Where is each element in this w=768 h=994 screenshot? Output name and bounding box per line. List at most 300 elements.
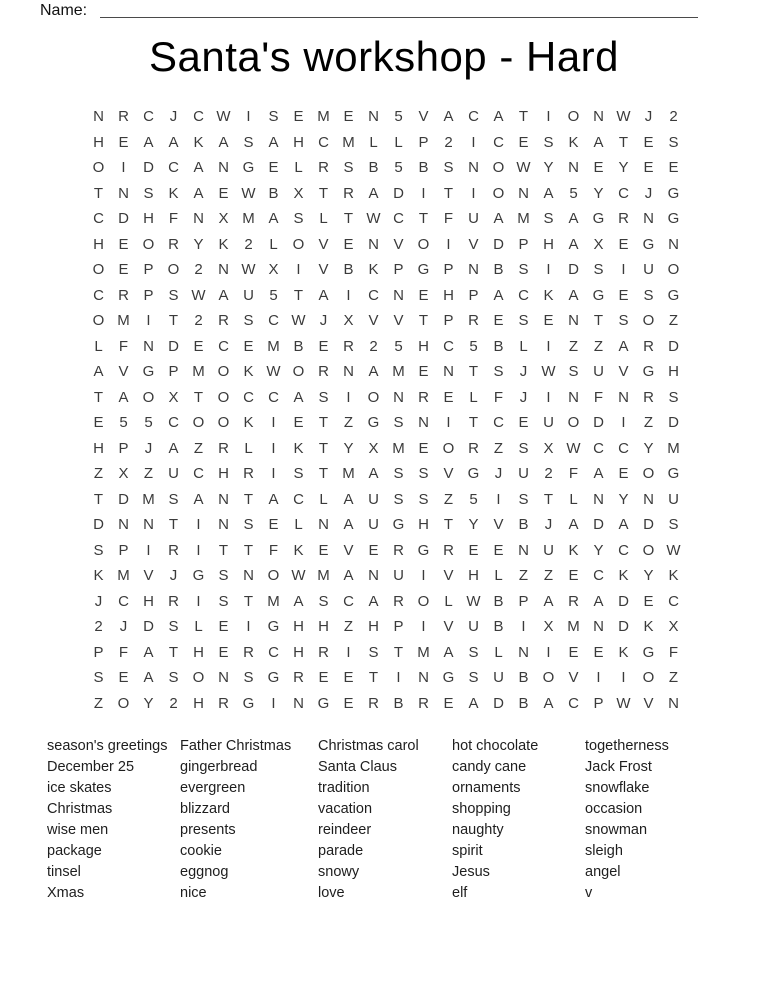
word-list-item: ornaments	[452, 780, 521, 796]
grid-cell: I	[621, 261, 626, 279]
grid-cell: S	[518, 261, 529, 279]
grid-cell: F	[668, 643, 679, 661]
grid-cell: X	[118, 465, 129, 483]
grid-cell: N	[243, 567, 254, 585]
grid-cell: O	[292, 235, 305, 253]
grid-cell: C	[193, 108, 204, 126]
grid-cell: 5	[144, 414, 153, 432]
word-search-grid	[86, 104, 686, 716]
grid-cell: S	[368, 643, 379, 661]
grid-cell: V	[443, 618, 454, 636]
word-list-item: Xmas	[47, 885, 85, 901]
grid-cell: E	[93, 414, 104, 432]
grid-cell: R	[318, 643, 329, 661]
grid-cell: K	[618, 567, 629, 585]
grid-cell: B	[393, 694, 404, 712]
grid-cell: H	[368, 618, 379, 636]
grid-cell: V	[368, 312, 379, 330]
grid-cell: L	[244, 439, 253, 457]
grid-cell: N	[143, 337, 154, 355]
grid-cell: T	[443, 184, 454, 202]
grid-cell: K	[168, 184, 179, 202]
grid-cell: H	[543, 235, 554, 253]
grid-cell: A	[293, 592, 304, 610]
grid-cell: W	[266, 363, 281, 381]
word-list-item: candy cane	[452, 759, 527, 775]
grid-cell: G	[317, 694, 330, 712]
grid-cell: E	[118, 235, 129, 253]
grid-cell: R	[343, 337, 354, 355]
grid-cell: A	[543, 592, 554, 610]
grid-cell: C	[618, 541, 629, 559]
grid-cell: C	[243, 388, 254, 406]
grid-cell: V	[318, 261, 329, 279]
grid-cell: K	[568, 133, 579, 151]
grid-cell: W	[191, 286, 206, 304]
grid-cell: S	[468, 669, 479, 687]
grid-cell: T	[443, 516, 454, 534]
word-list	[47, 736, 721, 904]
grid-cell: S	[668, 516, 679, 534]
grid-cell: J	[519, 388, 528, 406]
word-list-item: vacation	[318, 801, 373, 817]
word-list-item: spirit	[452, 843, 483, 859]
grid-cell: S	[168, 618, 179, 636]
grid-cell: B	[518, 669, 529, 687]
word-list-item: package	[47, 843, 102, 859]
grid-cell: X	[668, 618, 679, 636]
grid-cell: F	[593, 388, 604, 406]
grid-cell: S	[393, 490, 404, 508]
grid-cell: 5	[394, 108, 403, 126]
grid-cell: N	[568, 159, 579, 177]
grid-cell: F	[168, 210, 179, 228]
grid-cell: N	[468, 159, 479, 177]
grid-cell: L	[569, 490, 578, 508]
grid-cell: J	[319, 312, 328, 330]
grid-cell: S	[168, 490, 179, 508]
grid-cell: N	[368, 235, 379, 253]
grid-cell: T	[93, 184, 104, 202]
grid-cell: A	[93, 363, 104, 381]
grid-cell: Z	[443, 490, 454, 508]
grid-cell: H	[418, 337, 429, 355]
grid-cell: Z	[593, 337, 604, 355]
word-list-item: elf	[452, 885, 468, 901]
grid-cell: A	[318, 286, 329, 304]
grid-cell: C	[568, 694, 579, 712]
grid-cell: M	[342, 465, 355, 483]
grid-cell: O	[292, 363, 305, 381]
grid-cell: S	[218, 592, 229, 610]
word-list-item: parade	[318, 843, 364, 859]
grid-cell: X	[268, 261, 279, 279]
grid-cell: 5	[569, 184, 578, 202]
grid-cell: C	[168, 414, 179, 432]
grid-cell: X	[543, 618, 554, 636]
grid-cell: W	[541, 363, 556, 381]
grid-cell: Y	[193, 235, 204, 253]
grid-cell: T	[218, 541, 229, 559]
grid-cell: S	[518, 490, 529, 508]
word-list-item: sleigh	[585, 843, 623, 859]
grid-cell: E	[543, 312, 554, 330]
grid-cell: R	[393, 541, 404, 559]
grid-cell: K	[218, 235, 229, 253]
grid-cell: T	[518, 108, 529, 126]
grid-cell: H	[293, 643, 304, 661]
grid-cell: S	[343, 159, 354, 177]
grid-cell: Y	[618, 159, 629, 177]
word-list-item: cookie	[180, 843, 222, 859]
grid-cell: I	[496, 490, 501, 508]
word-list-item: December 25	[47, 759, 135, 775]
grid-cell: E	[418, 363, 429, 381]
grid-cell: W	[216, 108, 231, 126]
grid-cell: I	[346, 286, 351, 304]
grid-cell: T	[168, 643, 179, 661]
grid-cell: E	[443, 388, 454, 406]
grid-cell: H	[143, 210, 154, 228]
grid-cell: R	[368, 694, 379, 712]
grid-cell: H	[293, 133, 304, 151]
grid-cell: H	[293, 618, 304, 636]
grid-cell: B	[493, 592, 504, 610]
grid-cell: E	[343, 235, 354, 253]
grid-cell: G	[642, 235, 655, 253]
grid-cell: L	[319, 490, 328, 508]
grid-cell: G	[642, 363, 655, 381]
grid-cell: N	[568, 388, 579, 406]
grid-cell: N	[518, 541, 529, 559]
grid-cell: Z	[518, 567, 529, 585]
name-header	[40, 2, 700, 22]
grid-cell: B	[268, 184, 279, 202]
grid-cell: W	[241, 261, 256, 279]
grid-cell: I	[246, 618, 251, 636]
grid-cell: S	[393, 414, 404, 432]
grid-cell: M	[392, 363, 405, 381]
grid-cell: T	[168, 312, 179, 330]
grid-cell: C	[318, 133, 329, 151]
word-list-item: occasion	[585, 801, 643, 817]
grid-cell: I	[471, 184, 476, 202]
grid-cell: K	[243, 363, 254, 381]
grid-cell: P	[518, 235, 529, 253]
grid-cell: E	[643, 159, 654, 177]
grid-cell: N	[418, 414, 429, 432]
grid-cell: Z	[193, 439, 204, 457]
grid-cell: V	[568, 669, 579, 687]
grid-cell: S	[268, 108, 279, 126]
grid-cell: S	[168, 669, 179, 687]
grid-cell: N	[568, 312, 579, 330]
grid-cell: E	[343, 669, 354, 687]
grid-cell: I	[421, 184, 426, 202]
grid-cell: K	[368, 261, 379, 279]
grid-cell: S	[593, 261, 604, 279]
grid-cell: T	[368, 669, 379, 687]
grid-cell: O	[542, 669, 555, 687]
grid-cell: I	[596, 669, 601, 687]
grid-cell: V	[493, 516, 504, 534]
grid-cell: T	[468, 363, 479, 381]
word-list-item: love	[318, 885, 345, 901]
word-list-item: shopping	[452, 801, 511, 817]
grid-cell: B	[493, 618, 504, 636]
grid-cell: Y	[468, 516, 479, 534]
grid-cell: T	[418, 210, 429, 228]
grid-cell: D	[668, 337, 679, 355]
grid-cell: L	[94, 337, 103, 355]
grid-cell: L	[444, 592, 453, 610]
grid-cell: S	[543, 210, 554, 228]
grid-cell: S	[143, 184, 154, 202]
grid-cell: B	[343, 261, 354, 279]
grid-cell: M	[192, 363, 205, 381]
grid-cell: C	[443, 337, 454, 355]
grid-cell: A	[268, 490, 279, 508]
grid-cell: O	[92, 261, 105, 279]
grid-cell: S	[293, 210, 304, 228]
grid-cell: N	[468, 261, 479, 279]
word-list-column	[585, 736, 721, 904]
grid-cell: O	[367, 388, 380, 406]
grid-cell: D	[168, 337, 179, 355]
grid-cell: C	[618, 439, 629, 457]
grid-cell: O	[92, 312, 105, 330]
grid-cell: A	[293, 388, 304, 406]
grid-cell: P	[518, 592, 529, 610]
grid-cell: X	[368, 439, 379, 457]
grid-cell: L	[194, 618, 203, 636]
grid-cell: G	[667, 286, 680, 304]
grid-cell: A	[343, 567, 354, 585]
grid-cell: 2	[369, 337, 378, 355]
grid-cell: H	[318, 618, 329, 636]
grid-cell: P	[143, 261, 154, 279]
word-list-item: season's greetings	[47, 738, 168, 754]
grid-cell: C	[393, 210, 404, 228]
grid-cell: C	[268, 388, 279, 406]
grid-cell: C	[218, 337, 229, 355]
grid-cell: D	[593, 414, 604, 432]
grid-cell: A	[368, 465, 379, 483]
grid-cell: M	[267, 337, 280, 355]
grid-cell: S	[668, 388, 679, 406]
grid-cell: P	[143, 286, 154, 304]
word-list-column	[452, 736, 585, 904]
grid-cell: S	[543, 133, 554, 151]
grid-cell: N	[618, 388, 629, 406]
grid-cell: W	[616, 694, 631, 712]
grid-cell: N	[218, 261, 229, 279]
grid-cell: L	[369, 133, 378, 151]
grid-cell: C	[118, 592, 129, 610]
grid-cell: A	[493, 210, 504, 228]
grid-cell: E	[418, 286, 429, 304]
grid-cell: D	[668, 414, 679, 432]
grid-cell: X	[543, 439, 554, 457]
grid-cell: D	[393, 184, 404, 202]
grid-cell: Z	[568, 337, 579, 355]
grid-cell: T	[318, 184, 329, 202]
grid-cell: O	[192, 414, 205, 432]
grid-cell: S	[93, 541, 104, 559]
grid-cell: O	[567, 108, 580, 126]
grid-cell: M	[117, 312, 130, 330]
grid-cell: C	[668, 592, 679, 610]
grid-cell: Y	[593, 541, 604, 559]
grid-cell: A	[193, 490, 204, 508]
grid-cell: G	[642, 643, 655, 661]
grid-cell: I	[421, 567, 426, 585]
grid-cell: A	[568, 516, 579, 534]
grid-cell: C	[293, 490, 304, 508]
grid-cell: G	[367, 414, 380, 432]
grid-cell: M	[567, 618, 580, 636]
grid-cell: A	[593, 133, 604, 151]
grid-cell: A	[443, 108, 454, 126]
grid-cell: E	[568, 643, 579, 661]
grid-cell: Y	[643, 567, 654, 585]
grid-cell: Z	[543, 567, 554, 585]
grid-cell: H	[668, 363, 679, 381]
grid-cell: F	[568, 465, 579, 483]
word-list-column	[47, 736, 180, 904]
grid-cell: A	[368, 592, 379, 610]
grid-cell: T	[468, 414, 479, 432]
word-list-item: nice	[180, 885, 207, 901]
grid-cell: E	[343, 108, 354, 126]
grid-cell: D	[118, 210, 129, 228]
grid-cell: M	[667, 439, 680, 457]
grid-cell: G	[667, 210, 680, 228]
grid-cell: S	[443, 159, 454, 177]
grid-cell: M	[267, 592, 280, 610]
grid-cell: A	[593, 465, 604, 483]
grid-cell: N	[668, 235, 679, 253]
grid-cell: U	[168, 465, 179, 483]
grid-cell: P	[418, 133, 429, 151]
grid-cell: E	[118, 133, 129, 151]
grid-cell: A	[343, 490, 354, 508]
grid-cell: A	[493, 286, 504, 304]
grid-cell: R	[118, 286, 129, 304]
grid-cell: S	[493, 363, 504, 381]
grid-cell: X	[593, 235, 604, 253]
grid-cell: G	[667, 465, 680, 483]
page-title: Santa's workshop - Hard	[148, 33, 620, 80]
word-list-item: Christmas	[47, 801, 113, 817]
grid-cell: E	[343, 694, 354, 712]
grid-cell: M	[342, 133, 355, 151]
grid-cell: V	[393, 235, 404, 253]
grid-cell: R	[468, 312, 479, 330]
grid-cell: K	[243, 414, 254, 432]
grid-cell: I	[146, 312, 151, 330]
grid-cell: O	[567, 414, 580, 432]
grid-cell: R	[168, 592, 179, 610]
grid-cell: 2	[169, 694, 178, 712]
grid-cell: E	[268, 159, 279, 177]
grid-cell: T	[93, 490, 104, 508]
grid-cell: A	[568, 235, 579, 253]
grid-cell: E	[593, 159, 604, 177]
grid-cell: R	[393, 592, 404, 610]
grid-cell: Z	[93, 694, 104, 712]
grid-cell: W	[291, 567, 306, 585]
grid-cell: U	[368, 516, 379, 534]
grid-cell: I	[271, 465, 276, 483]
grid-cell: T	[293, 286, 304, 304]
grid-cell: Z	[643, 414, 654, 432]
grid-cell: H	[93, 235, 104, 253]
grid-cell: J	[519, 363, 528, 381]
word-list-item: togetherness	[585, 738, 669, 754]
grid-cell: G	[417, 541, 430, 559]
grid-cell: E	[443, 694, 454, 712]
grid-cell: N	[593, 490, 604, 508]
grid-cell: Z	[143, 465, 154, 483]
grid-cell: S	[393, 465, 404, 483]
grid-cell: J	[544, 516, 553, 534]
grid-cell: E	[618, 465, 629, 483]
grid-cell: G	[242, 694, 255, 712]
grid-cell: S	[218, 567, 229, 585]
grid-cell: N	[393, 286, 404, 304]
grid-cell: V	[418, 108, 429, 126]
grid-cell: H	[218, 465, 229, 483]
grid-cell: A	[593, 592, 604, 610]
grid-cell: P	[118, 439, 129, 457]
grid-cell: Z	[493, 439, 504, 457]
grid-cell: K	[293, 541, 304, 559]
name-label: Name:	[40, 2, 88, 19]
word-list-item: gingerbread	[180, 759, 258, 775]
grid-cell: A	[543, 694, 554, 712]
grid-cell: S	[643, 286, 654, 304]
grid-cell: C	[368, 286, 379, 304]
grid-cell: I	[546, 643, 551, 661]
grid-cell: A	[543, 184, 554, 202]
grid-cell: T	[318, 439, 329, 457]
grid-cell: 5	[469, 337, 478, 355]
grid-cell: R	[118, 108, 129, 126]
grid-cell: J	[144, 439, 153, 457]
grid-cell: R	[218, 694, 229, 712]
grid-cell: D	[93, 516, 104, 534]
grid-cell: E	[318, 669, 329, 687]
grid-cell: A	[268, 133, 279, 151]
word-list-item: presents	[180, 822, 236, 838]
grid-cell: G	[142, 363, 155, 381]
grid-cell: D	[643, 516, 654, 534]
grid-cell: O	[417, 235, 430, 253]
grid-cell: 5	[469, 490, 478, 508]
grid-cell: E	[268, 516, 279, 534]
grid-cell: A	[118, 388, 129, 406]
grid-cell: S	[418, 465, 429, 483]
grid-cell: W	[516, 159, 531, 177]
grid-cell: C	[268, 643, 279, 661]
grid-cell: A	[568, 210, 579, 228]
grid-cell: C	[518, 286, 529, 304]
grid-cell: O	[117, 694, 130, 712]
grid-cell: T	[318, 414, 329, 432]
grid-cell: I	[146, 541, 151, 559]
grid-cell: R	[643, 388, 654, 406]
